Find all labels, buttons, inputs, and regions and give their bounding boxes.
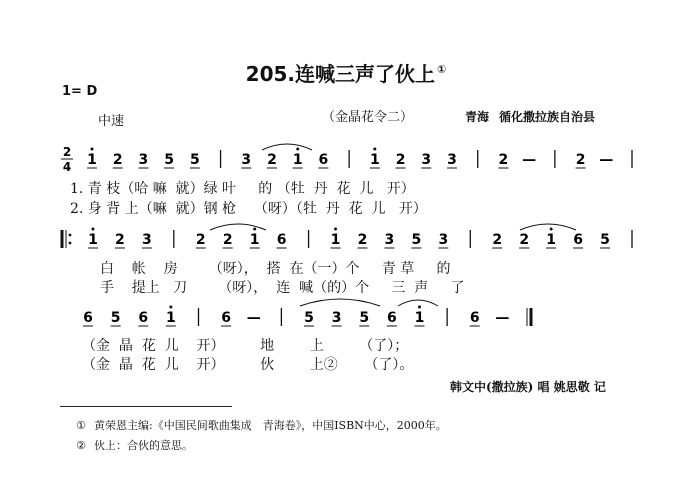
high-octave-dot [418, 306, 421, 309]
jianpu-note: 5 [110, 310, 121, 326]
jianpu-note: 2 [498, 152, 509, 168]
jianpu-note: 2 [519, 232, 530, 248]
jianpu-note: 6 [138, 310, 149, 326]
song-subtitle: （金晶花令二） [322, 110, 414, 125]
footnote-2 [76, 437, 193, 453]
jianpu-note: 1 [87, 152, 97, 168]
jianpu-note: 6 [83, 310, 93, 326]
jianpu-note: 2 [575, 152, 586, 168]
footnote-1 [76, 417, 447, 433]
jianpu-note: 2 [492, 232, 503, 248]
jianpu-note: 2 [357, 232, 368, 248]
region-province: 青海 [465, 110, 490, 124]
jianpu-note: 6 [276, 232, 287, 248]
jianpu-note: 1 [330, 232, 341, 248]
title-text: 205.连喊三声了伙上 [245, 62, 436, 86]
jianpu-note: 5 [600, 232, 610, 248]
jianpu-note: 6 [469, 310, 480, 326]
jianpu-note: 6 [387, 310, 397, 326]
repeat-dot [69, 234, 72, 237]
high-octave-dot [91, 148, 94, 151]
jianpu-note: 5 [189, 152, 200, 168]
lyric-line-3-1: （金 晶 花 儿 开） 地 上 （了）； [82, 338, 409, 354]
footnote-1-text: 黄荣恩主编:《中国民间歌曲集成 青海卷》，中国ISBN中心，2000年。 [94, 419, 447, 432]
lyric-line-1-2: 2. 身 背 上（嘛 就）钢 枪 （呀）（牡 丹 花 儿 开） [70, 201, 427, 217]
dash-note: — [246, 310, 261, 326]
repeat-dot [69, 242, 72, 245]
jianpu-note: 1 [546, 232, 557, 248]
jianpu-note: 2 [115, 232, 125, 248]
jianpu-note: 6 [318, 152, 329, 168]
lyric-line-3-2: （金 晶 花 儿 开） 伙 上② （了）。 [82, 357, 414, 373]
dash-note: — [495, 310, 510, 326]
high-octave-dot [253, 228, 256, 231]
jianpu-note: 2 [195, 232, 206, 248]
time-signature-bottom: 4 [62, 160, 72, 174]
footnote-2-mark: ② [76, 439, 86, 452]
region-county: 循化撒拉族自治县 [499, 110, 596, 124]
tempo-marking: 中速 [98, 114, 125, 129]
footnote-divider [60, 406, 232, 407]
jianpu-note: 1 [249, 232, 260, 248]
jianpu-note: 1 [369, 152, 380, 168]
high-octave-dot [334, 228, 337, 231]
slur-arc [262, 144, 312, 150]
footnote-2-text: 伙上：合伙的意思。 [94, 439, 193, 452]
slur-arc [300, 299, 380, 306]
jianpu-note: 3 [438, 232, 449, 248]
jianpu-note: 3 [421, 152, 432, 168]
dash-note: — [599, 152, 614, 168]
jianpu-note: 1 [88, 232, 98, 248]
key-signature: 1= D [62, 84, 98, 99]
jianpu-note: 3 [384, 232, 395, 248]
lyric-line-2-2: 手 提上 刀 （呀）， 连 喊（的）个 三 声 了 [100, 280, 465, 296]
lyric-line-2-1: 白 帐 房 （呀）， 搭 在（一）个 青 草 的 [100, 261, 451, 277]
jianpu-note: 1 [292, 152, 303, 168]
high-octave-dot [91, 228, 94, 231]
jianpu-note: 6 [221, 310, 231, 326]
lyric-line-1-1: 1. 青 枝（哈 嘛 就）绿 叶 的 （牡 丹 花 儿 开） [70, 181, 415, 197]
jianpu-note: 2 [395, 152, 406, 168]
high-octave-dot [296, 148, 299, 151]
jianpu-note: 1 [414, 310, 425, 326]
high-octave-dot [169, 306, 172, 309]
jianpu-note: 3 [241, 152, 252, 168]
footnote-1-mark: ① [76, 419, 86, 432]
time-signature-top: 2 [62, 145, 72, 159]
dash-note: — [522, 152, 537, 168]
jianpu-note: 1 [166, 310, 176, 326]
jianpu-note: 3 [141, 232, 152, 248]
jianpu-note: 2 [112, 152, 123, 168]
slur-arc [398, 300, 438, 306]
jianpu-note: 3 [138, 152, 149, 168]
jianpu-note: 5 [411, 232, 422, 248]
jianpu-note: 3 [331, 310, 342, 326]
jianpu-note: 2 [267, 152, 277, 168]
jianpu-note: 5 [304, 310, 314, 326]
jianpu-note: 5 [359, 310, 370, 326]
title-footnote-mark: ① [437, 63, 447, 77]
jianpu-note: 3 [447, 152, 457, 168]
high-octave-dot [373, 148, 376, 151]
slur-arc [520, 224, 576, 230]
high-octave-dot [550, 228, 553, 231]
slur-arc [210, 224, 266, 230]
jianpu-note: 5 [164, 152, 175, 168]
jianpu-note: 2 [222, 232, 233, 248]
performer-credits: 韩文中(撒拉族) 唱 姚思敬 记 [450, 380, 606, 394]
jianpu-note: 6 [573, 232, 583, 248]
